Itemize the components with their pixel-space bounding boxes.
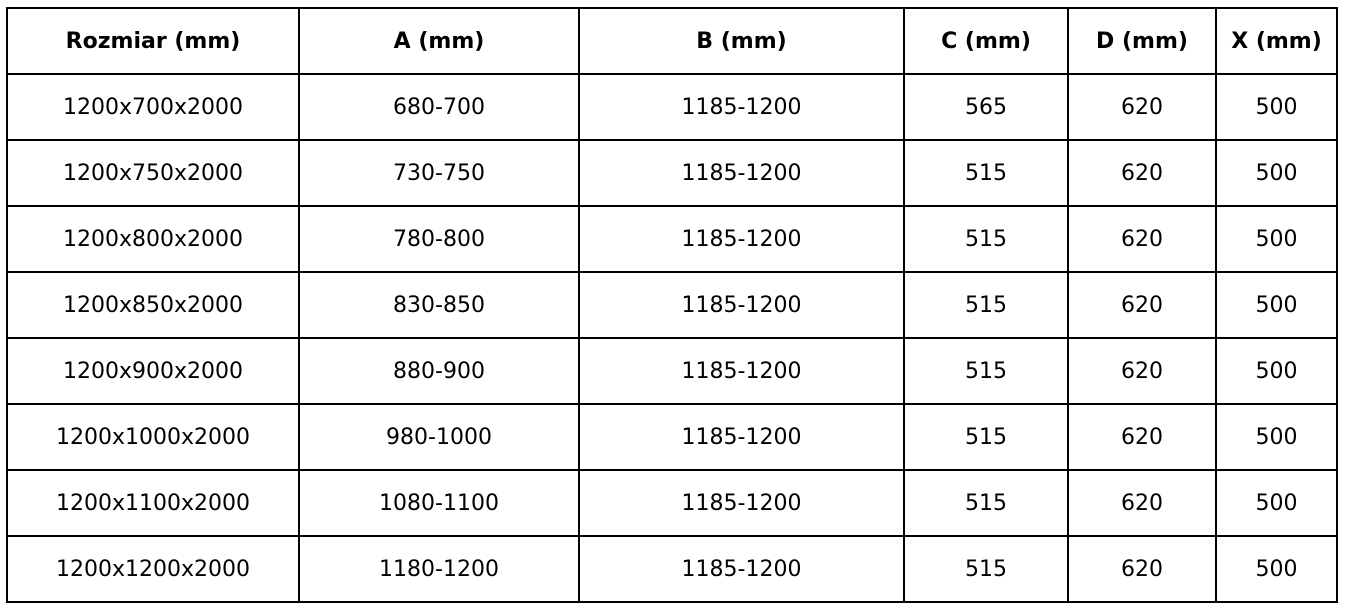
dimensions-table (6, 7, 1338, 603)
cell-x: 500 (1216, 404, 1337, 470)
cell-rozmiar: 1200x850x2000 (7, 272, 299, 338)
table-row (7, 470, 1337, 536)
table-row (7, 338, 1337, 404)
cell-a: 830-850 (299, 272, 579, 338)
cell-rozmiar: 1200x800x2000 (7, 206, 299, 272)
cell-d: 620 (1068, 338, 1216, 404)
cell-d: 620 (1068, 74, 1216, 140)
table-row (7, 272, 1337, 338)
cell-b: 1185-1200 (579, 206, 904, 272)
cell-b: 1185-1200 (579, 140, 904, 206)
cell-c: 565 (904, 74, 1068, 140)
cell-rozmiar: 1200x900x2000 (7, 338, 299, 404)
cell-b: 1185-1200 (579, 338, 904, 404)
cell-c: 515 (904, 206, 1068, 272)
table-row (7, 404, 1337, 470)
cell-d: 620 (1068, 470, 1216, 536)
column-header-b: B (mm) (579, 8, 904, 74)
cell-b: 1185-1200 (579, 470, 904, 536)
cell-c: 515 (904, 272, 1068, 338)
column-header-d: D (mm) (1068, 8, 1216, 74)
cell-a: 880-900 (299, 338, 579, 404)
table-row (7, 140, 1337, 206)
cell-rozmiar: 1200x1200x2000 (7, 536, 299, 602)
cell-rozmiar: 1200x1100x2000 (7, 470, 299, 536)
cell-x: 500 (1216, 536, 1337, 602)
table-row (7, 536, 1337, 602)
cell-x: 500 (1216, 470, 1337, 536)
column-header-rozmiar: Rozmiar (mm) (7, 8, 299, 74)
cell-rozmiar: 1200x700x2000 (7, 74, 299, 140)
column-header-a: A (mm) (299, 8, 579, 74)
cell-rozmiar: 1200x1000x2000 (7, 404, 299, 470)
cell-x: 500 (1216, 140, 1337, 206)
cell-d: 620 (1068, 206, 1216, 272)
cell-c: 515 (904, 338, 1068, 404)
cell-x: 500 (1216, 74, 1337, 140)
cell-a: 780-800 (299, 206, 579, 272)
cell-d: 620 (1068, 272, 1216, 338)
cell-c: 515 (904, 140, 1068, 206)
cell-d: 620 (1068, 404, 1216, 470)
cell-b: 1185-1200 (579, 74, 904, 140)
cell-b: 1185-1200 (579, 536, 904, 602)
column-header-c: C (mm) (904, 8, 1068, 74)
cell-x: 500 (1216, 206, 1337, 272)
cell-c: 515 (904, 470, 1068, 536)
cell-c: 515 (904, 404, 1068, 470)
cell-b: 1185-1200 (579, 272, 904, 338)
column-header-x: X (mm) (1216, 8, 1337, 74)
cell-x: 500 (1216, 338, 1337, 404)
cell-a: 1180-1200 (299, 536, 579, 602)
cell-a: 730-750 (299, 140, 579, 206)
table-row (7, 74, 1337, 140)
cell-d: 620 (1068, 536, 1216, 602)
spec-table-container (0, 7, 1355, 598)
cell-a: 1080-1100 (299, 470, 579, 536)
cell-a: 980-1000 (299, 404, 579, 470)
cell-d: 620 (1068, 140, 1216, 206)
cell-c: 515 (904, 536, 1068, 602)
cell-rozmiar: 1200x750x2000 (7, 140, 299, 206)
cell-b: 1185-1200 (579, 404, 904, 470)
cell-x: 500 (1216, 272, 1337, 338)
table-header-row (7, 8, 1337, 74)
cell-a: 680-700 (299, 74, 579, 140)
table-row (7, 206, 1337, 272)
